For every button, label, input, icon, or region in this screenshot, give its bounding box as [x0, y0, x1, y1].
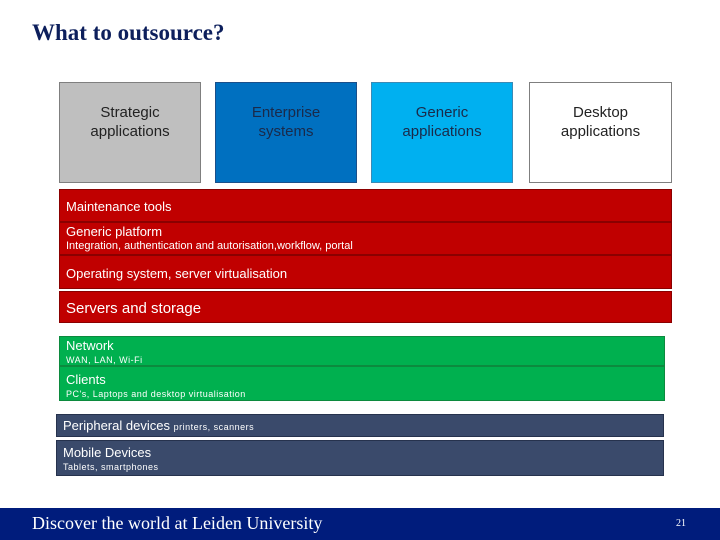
layer-label: Servers and storage: [66, 300, 202, 317]
box-line-2: applications: [402, 122, 482, 140]
layer-network: [59, 336, 665, 366]
layer-label-main: Peripheral devices: [63, 418, 170, 433]
layer-label: Clients: [66, 372, 106, 387]
layer-clients: [59, 366, 665, 401]
box-strategic-applications: [59, 82, 201, 183]
box-enterprise-systems: [215, 82, 357, 183]
layer-sublabel: WAN, LAN, Wi-Fi: [66, 355, 143, 365]
footer-bar: [0, 508, 720, 540]
footer-tagline: Discover the world at Leiden University: [32, 513, 323, 533]
slide-title: What to outsource?: [32, 20, 225, 45]
box-line-1: Enterprise: [251, 103, 321, 121]
layer-mobile-devices: [56, 440, 664, 476]
layer-label: Network: [66, 338, 114, 353]
layer-sublabel: Tablets, smartphones: [63, 462, 159, 472]
box-line-2: applications: [90, 122, 170, 140]
layer-maintenance-tools: [59, 189, 672, 222]
layer-label: Generic platform: [66, 224, 163, 239]
box-line-1: Desktop: [572, 103, 629, 121]
layer-sublabel: Integration, authentication and autorisation,workflow, portal: [66, 240, 353, 252]
layer-servers-storage: [59, 291, 672, 323]
box-line-2: applications: [560, 122, 641, 140]
page-number: 21: [676, 518, 686, 529]
layer-operating-system: [59, 255, 672, 289]
layer-label: Mobile Devices: [63, 445, 152, 460]
layer-peripheral-devices: [56, 414, 664, 437]
layer-label: [63, 418, 254, 433]
box-line-2: systems: [258, 122, 314, 140]
box-generic-applications: [371, 82, 513, 183]
layer-sublabel: PC's, Laptops and desktop virtualisation: [66, 389, 246, 399]
box-desktop-applications: [529, 82, 672, 183]
box-line-1: Generic: [415, 103, 469, 121]
layer-sublabel: printers, scanners: [173, 422, 255, 432]
layer-label: Maintenance tools: [66, 199, 172, 214]
box-line-1: Strategic: [100, 103, 160, 121]
layer-label: Operating system, server virtualisation: [66, 266, 288, 281]
layer-generic-platform: [59, 222, 672, 255]
